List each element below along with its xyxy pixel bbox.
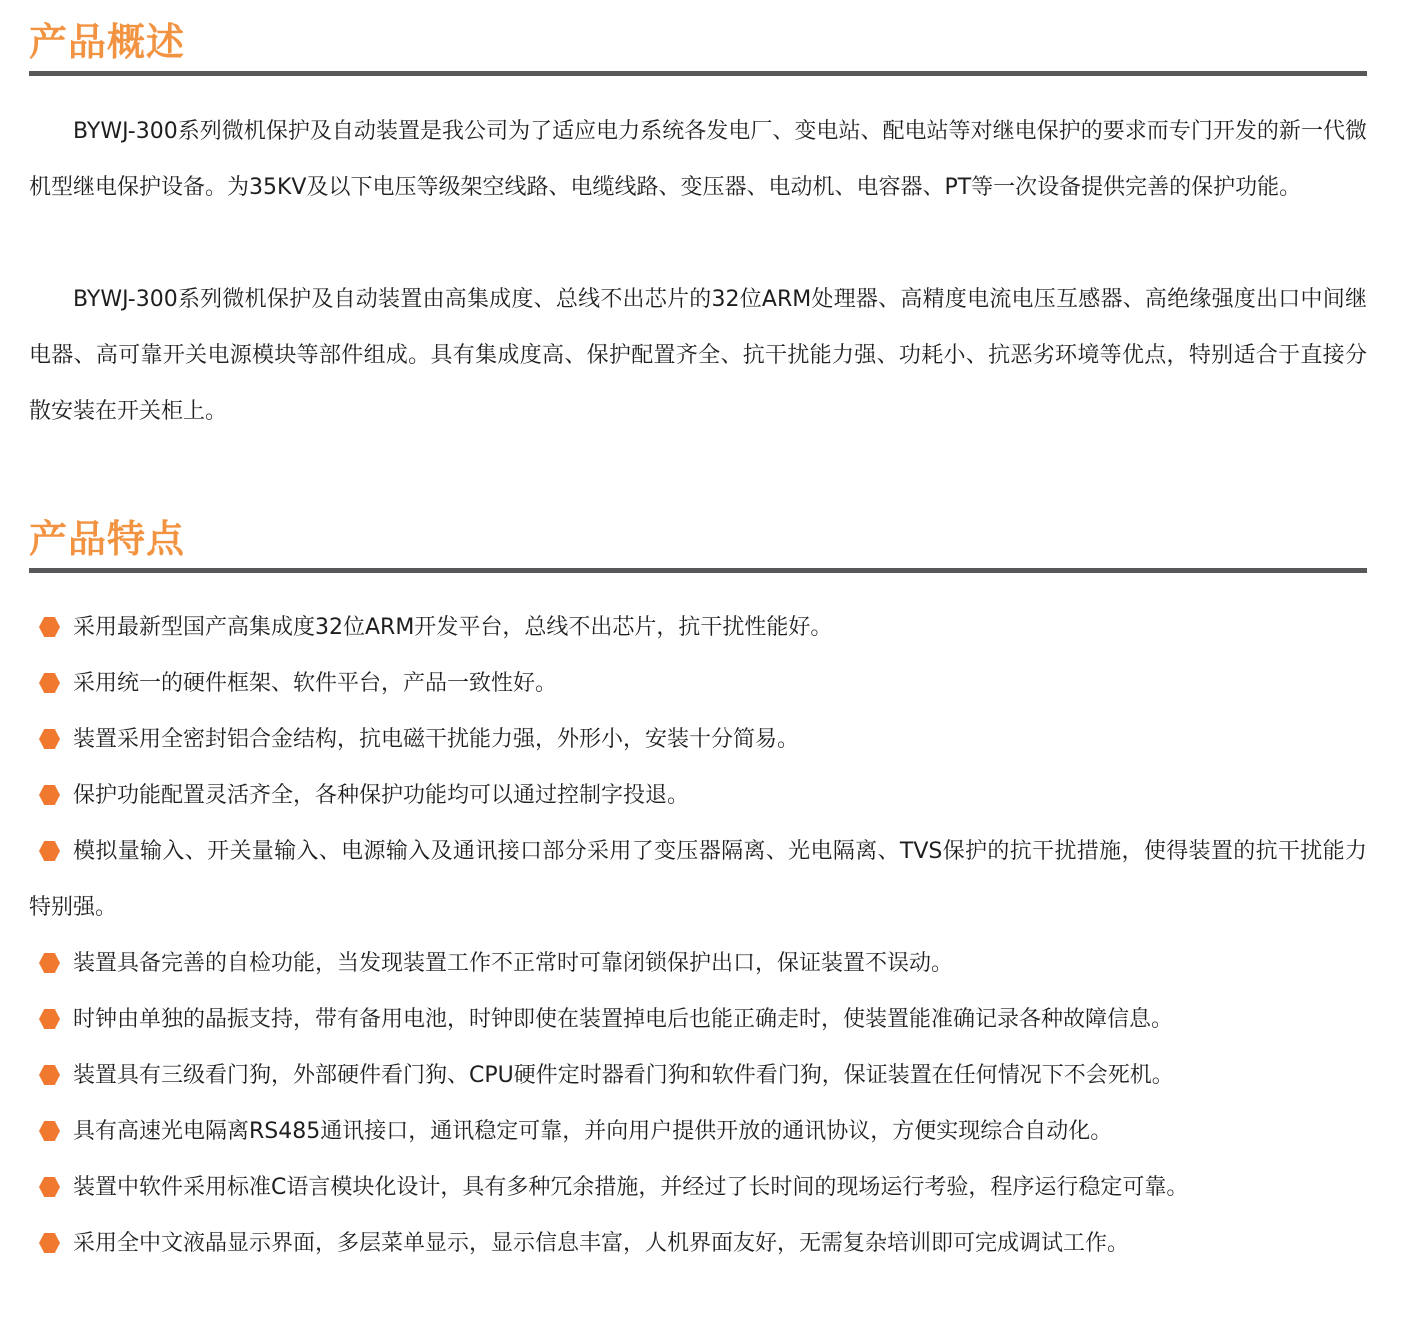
feature-text: 具有高速光电隔离RS485通讯接口，通讯稳定可靠，并向用户提供开放的通讯协议，方便实现综合自动化。 [73,1119,1113,1144]
feature-text: 装置中软件采用标准C语言模块化设计，具有多种冗余措施，并经过了长时间的现场运行考验，程序运行稳定可靠。 [73,1175,1189,1200]
feature-item [29,768,1367,824]
hexagon-bullet-icon [39,617,60,637]
hexagon-bullet-icon [39,1233,60,1253]
hexagon-bullet-icon [39,953,60,973]
feature-item [29,1216,1367,1272]
hexagon-bullet-icon [39,785,60,805]
feature-text: 采用全中文液晶显示界面，多层菜单显示，显示信息丰富，人机界面友好，无需复杂培训即可完成调试工作。 [73,1231,1130,1256]
hexagon-bullet-icon [39,673,60,693]
overview-divider [29,71,1367,76]
features-divider [29,568,1367,573]
feature-list [29,600,1367,1272]
features-heading: 产品特点 [29,517,186,561]
feature-text: 模拟量输入、开关量输入、电源输入及通讯接口部分采用了变压器隔离、光电隔离、TVS保护的抗干扰措施，使得装置的抗干扰能力特别强。 [29,839,1367,920]
hexagon-bullet-icon [39,729,60,749]
feature-item [29,712,1367,768]
hexagon-bullet-icon [39,1065,60,1085]
feature-text: 时钟由单独的晶振支持，带有备用电池，时钟即使在装置掉电后也能正确走时，使装置能准确记录各种故障信息。 [73,1007,1174,1032]
feature-text: 装置具有三级看门狗，外部硬件看门狗、CPU硬件定时器看门狗和软件看门狗，保证装置在任何情况下不会死机。 [73,1063,1174,1088]
hexagon-bullet-icon [39,1121,60,1141]
feature-item [29,600,1367,656]
hexagon-bullet-icon [39,1009,60,1029]
feature-item [29,992,1367,1048]
feature-text: 采用最新型国产高集成度32位ARM开发平台，总线不出芯片，抗干扰性能好。 [73,615,833,640]
feature-item [29,824,1367,936]
hexagon-bullet-icon [39,1177,60,1197]
overview-paragraph-1: BYWJ-300系列微机保护及自动装置是我公司为了适应电力系统各发电厂、变电站、配电站等对继电保护的要求而专门开发的新一代微机型继电保护设备。为35KV及以下电压等级架空线路、电缆线路、变压器、电动机、电容器、PT等一次设备提供完善的保护功能。 [29,119,1367,200]
feature-item [29,936,1367,992]
feature-item [29,1048,1367,1104]
overview-paragraph-2: BYWJ-300系列微机保护及自动装置由高集成度、总线不出芯片的32位ARM处理器、高精度电流电压互感器、高绝缘强度出口中间继电器、高可靠开关电源模块等部件组成。具有集成度高、保护配置齐全、抗干扰能力强、功耗小、抗恶劣环境等优点，特别适合于直接分散安装在开关柜上。 [29,287,1367,424]
hexagon-bullet-icon [39,841,60,861]
feature-text: 保护功能配置灵活齐全，各种保护功能均可以通过控制字投退。 [73,783,690,808]
feature-item [29,1104,1367,1160]
feature-item [29,656,1367,712]
feature-text: 装置具备完善的自检功能，当发现装置工作不正常时可靠闭锁保护出口，保证装置不误动。 [73,951,954,976]
feature-item [29,1160,1367,1216]
feature-text: 装置采用全密封铝合金结构，抗电磁干扰能力强，外形小，安装十分简易。 [73,727,800,752]
overview-heading: 产品概述 [29,20,186,64]
feature-text: 采用统一的硬件框架、软件平台，产品一致性好。 [73,671,558,696]
